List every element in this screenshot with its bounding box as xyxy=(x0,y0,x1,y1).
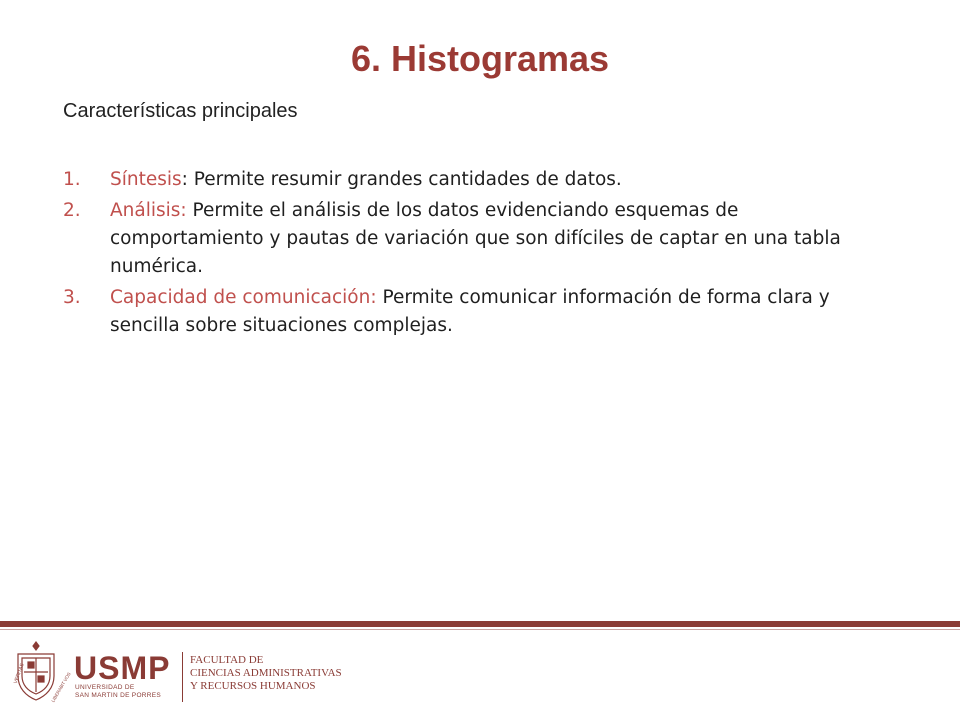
crest-motto-right: LIBERABIT VOS xyxy=(50,671,72,704)
list-item-number: 1. xyxy=(63,169,81,190)
list-item-term: Capacidad de comunicación: xyxy=(110,287,377,308)
footer-divider-thin xyxy=(0,629,960,630)
faculty-line: Y RECURSOS HUMANOS xyxy=(190,680,316,692)
logo-divider xyxy=(182,652,183,702)
brand-subtitle-line: SAN MARTIN DE PORRES xyxy=(75,692,162,699)
slide-title: 6. Histogramas xyxy=(350,38,610,79)
list-item-number: 3. xyxy=(63,287,81,308)
faculty-name xyxy=(190,654,342,693)
list-item-number: 2. xyxy=(63,200,81,221)
faculty-line: FACULTAD DE xyxy=(190,654,264,666)
brand-subtitle-line: UNIVERSIDAD DE xyxy=(75,684,135,691)
brand-subtitle xyxy=(75,684,175,700)
list-item-term: Síntesis xyxy=(110,169,182,190)
list-item-text: : Permite resumir grandes cantidades de datos. xyxy=(181,169,622,190)
list-item xyxy=(63,197,883,281)
brand-name: USMP xyxy=(74,650,171,686)
faculty-line: CIENCIAS ADMINISTRATIVAS xyxy=(190,667,342,679)
university-logo xyxy=(12,640,432,710)
crest-icon xyxy=(12,640,72,704)
list-item-text: Permite comunicar información de forma clara y sencilla sobre situaciones complejas. xyxy=(110,287,830,336)
characteristics-list xyxy=(63,166,883,343)
footer-divider xyxy=(0,621,960,627)
list-item xyxy=(63,284,883,340)
list-item-term: Análisis: xyxy=(110,200,187,221)
crest-motto-left: VERITAS xyxy=(12,662,26,685)
slide-subtitle: Características principales xyxy=(63,100,298,122)
list-item xyxy=(63,166,883,194)
list-item-text: Permite el análisis de los datos evidenciando esquemas de comportamiento y pautas de variación que son difíciles de captar en una tabla numérica. xyxy=(110,200,841,277)
